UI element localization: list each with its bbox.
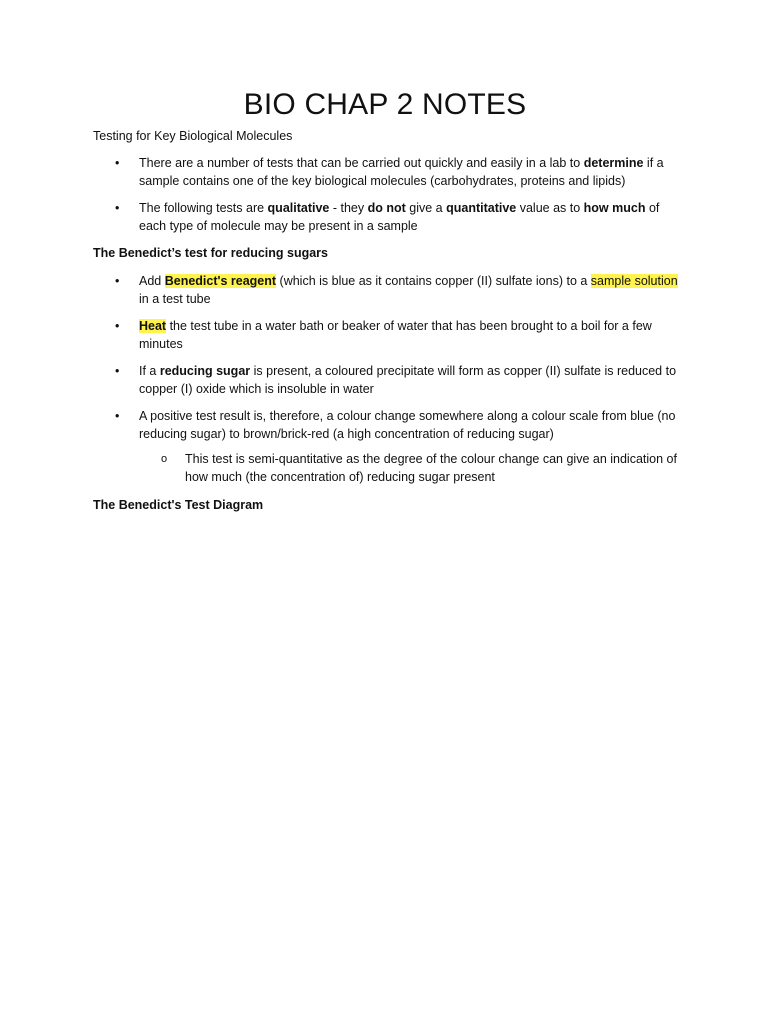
highlighted-term: sample solution xyxy=(590,274,678,288)
list-item: • A positive test result is, therefore, a colour change somewhere along a colour scale from blue (no reducing sugar) to brown/brick-red (a high concentration of reducing sugar) o This test is semi-quantitative as the degree of the colour change can give an indication of how much (the concentration of) reducing sugar present xyxy=(93,408,683,486)
list-item: • Add Benedict's reagent (which is blue as it contains copper (II) sulfate ions) to a sample solution in a test tube xyxy=(93,273,683,308)
highlighted-term: Benedict's reagent xyxy=(164,274,277,288)
list-item: • There are a number of tests that can be carried out quickly and easily in a lab to determine if a sample contains one of the key biological molecules (carbohydrates, proteins and lipids) xyxy=(93,155,683,190)
list-item: • The following tests are qualitative - they do not give a quantitative value as to how much of each type of molecule may be present in a sample xyxy=(93,200,683,235)
sub-bullet-list xyxy=(139,451,683,486)
section-heading-benedicts-test: The Benedict’s test for reducing sugars xyxy=(93,246,329,260)
sub-list-item: o This test is semi-quantitative as the degree of the colour change can give an indication of how much (the concentration of) reducing sugar present xyxy=(93,451,683,486)
benedict-bullet-list xyxy=(93,273,683,496)
list-item: • Heat the test tube in a water bath or beaker of water that has been brought to a boil for a few minutes xyxy=(93,318,683,353)
highlighted-term: Heat xyxy=(139,319,167,333)
intro-bullet-list xyxy=(93,155,683,245)
page-title: BIO CHAP 2 NOTES xyxy=(243,88,527,121)
document-subtitle: Testing for Key Biological Molecules xyxy=(93,129,293,143)
section-heading-diagram: The Benedict's Test Diagram xyxy=(93,498,264,512)
list-item: • If a reducing sugar is present, a coloured precipitate will form as copper (II) sulfate is reduced to copper (I) oxide which is insoluble in water xyxy=(93,363,683,398)
